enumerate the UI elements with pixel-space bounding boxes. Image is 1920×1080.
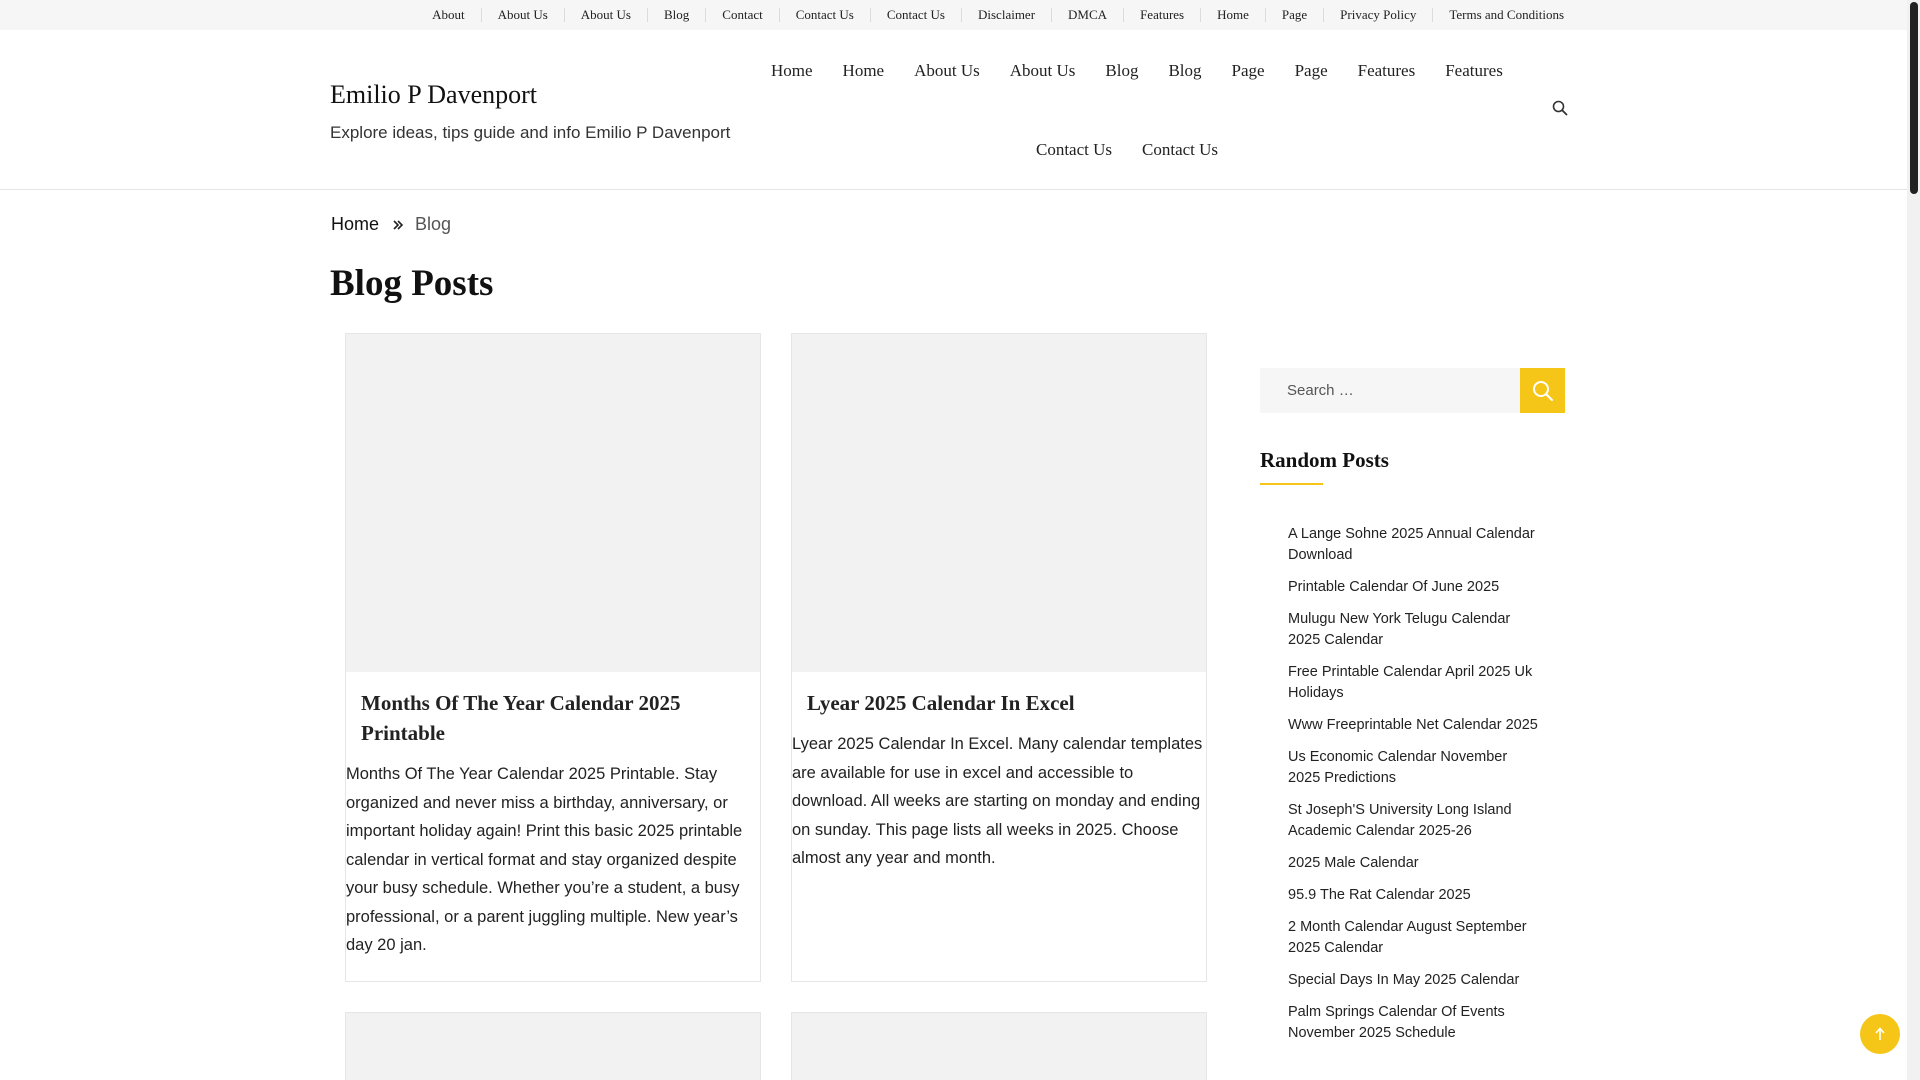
back-to-top-button[interactable] — [1860, 1014, 1900, 1054]
breadcrumb-home[interactable]: Home — [331, 214, 380, 234]
top-bar — [0, 0, 1907, 30]
top-menu-item-page[interactable]: Page — [1265, 8, 1323, 22]
post-thumbnail[interactable] — [346, 334, 760, 672]
sidebar-search — [1260, 368, 1565, 413]
nav-item-contact-us-2[interactable]: Contact Us — [1142, 140, 1219, 159]
list-item[interactable]: Mulugu New York Telugu Calendar 2025 Calendar — [1288, 611, 1511, 648]
search-submit-button[interactable] — [1520, 368, 1565, 413]
double-chevron-right-icon — [391, 218, 405, 232]
post-title[interactable]: Lyear 2025 Calendar In Excel — [807, 691, 1075, 715]
random-posts-title: Random Posts — [1260, 448, 1389, 472]
top-menu-item-blog[interactable]: Blog — [647, 8, 705, 22]
nav-item-features[interactable]: Features — [1357, 61, 1416, 80]
scrollbar-thumb[interactable] — [1910, 2, 1918, 194]
list-item[interactable]: Us Economic Calendar November 2025 Predictions — [1288, 749, 1508, 786]
top-menu-item-contact[interactable]: Contact — [705, 8, 778, 22]
nav-item-home[interactable]: Home — [771, 61, 813, 80]
site-description: Explore ideas, tips guide and info Emilio P Davenport — [330, 123, 731, 142]
page-title: Blog Posts — [330, 263, 494, 304]
main-nav — [756, 58, 1518, 84]
main-nav-row-2 — [1021, 137, 1233, 163]
top-menu-item-about-us-2[interactable]: About Us — [564, 8, 647, 22]
list-item[interactable]: Printable Calendar Of June 2025 — [1288, 579, 1500, 595]
nav-item-page-2[interactable]: Page — [1294, 61, 1328, 80]
arrow-up-icon — [1873, 1026, 1887, 1042]
top-menu-item-about[interactable]: About — [432, 7, 465, 22]
nav-item-about-us[interactable]: About Us — [914, 61, 980, 80]
top-menu-item-disclaimer[interactable]: Disclaimer — [961, 8, 1051, 22]
post-card-partial[interactable] — [345, 1012, 761, 1080]
top-menu-item-terms[interactable]: Terms and Conditions — [1432, 8, 1580, 22]
site-header — [0, 30, 1907, 190]
list-item[interactable]: Special Days In May 2025 Calendar — [1288, 972, 1520, 988]
top-menu — [416, 0, 1580, 30]
top-menu-item-features[interactable]: Features — [1123, 8, 1200, 22]
search-icon — [1532, 380, 1554, 402]
list-item[interactable]: 2 Month Calendar August September 2025 Calendar — [1288, 919, 1527, 956]
nav-item-about-us-2[interactable]: About Us — [1009, 61, 1076, 80]
nav-item-contact-us[interactable]: Contact Us — [1036, 140, 1113, 159]
header-search-button[interactable] — [1552, 100, 1572, 120]
post-card — [345, 333, 761, 982]
random-posts-list — [1288, 524, 1538, 1055]
top-menu-item-contact-us-2[interactable]: Contact Us — [870, 8, 961, 22]
top-menu-item-privacy-policy[interactable]: Privacy Policy — [1323, 8, 1432, 22]
page-scrollbar[interactable] — [1907, 0, 1920, 1080]
post-thumbnail[interactable] — [792, 334, 1206, 672]
list-item[interactable]: St Joseph'S University Long Island Academic Calendar 2025-26 — [1288, 802, 1512, 839]
breadcrumb — [331, 214, 451, 235]
nav-item-features-2[interactable]: Features — [1445, 61, 1503, 80]
search-input[interactable] — [1260, 368, 1520, 413]
post-card — [791, 333, 1207, 982]
breadcrumb-current: Blog — [415, 214, 452, 234]
top-menu-item-about-us[interactable]: About Us — [481, 8, 564, 22]
site-title[interactable]: Emilio P Davenport — [330, 80, 538, 109]
list-item[interactable]: Free Printable Calendar April 2025 Uk Holidays — [1288, 664, 1533, 701]
post-card-partial[interactable] — [791, 1012, 1207, 1080]
top-menu-item-home[interactable]: Home — [1200, 8, 1265, 22]
nav-item-blog-2[interactable]: Blog — [1168, 61, 1202, 80]
list-item[interactable]: 2025 Male Calendar — [1288, 855, 1419, 871]
list-item[interactable]: Www Freeprintable Net Calendar 2025 — [1288, 717, 1538, 733]
nav-item-page[interactable]: Page — [1231, 61, 1265, 80]
top-menu-item-dmca[interactable]: DMCA — [1051, 8, 1123, 22]
nav-item-blog[interactable]: Blog — [1105, 61, 1139, 80]
widget-title-underline — [1260, 483, 1323, 485]
list-item[interactable]: Palm Springs Calendar Of Events November 2025 Schedule — [1288, 1004, 1505, 1041]
nav-item-home-2[interactable]: Home — [842, 61, 885, 80]
post-excerpt: Months Of The Year Calendar 2025 Printable. Stay organized and never miss a birthday, anniversary, or important holiday again! Print this basic 2025 printable calendar in vertical format and stay organized despite your busy schedule. Whether you’re a student, a busy professional, or a parent juggling multiple. New year’s day 20 jan. — [346, 765, 743, 954]
post-title[interactable]: Months Of The Year Calendar 2025 Printable — [361, 691, 681, 745]
post-excerpt: Lyear 2025 Calendar In Excel. Many calendar templates are available for use in excel and accessible to download. All weeks are starting on monday and ending on sunday. This page lists all weeks in 2025. Choose almost any year and month. — [792, 735, 1203, 867]
top-menu-item-contact-us[interactable]: Contact Us — [779, 8, 870, 22]
list-item[interactable]: A Lange Sohne 2025 Annual Calendar Download — [1288, 526, 1535, 563]
search-icon — [1552, 100, 1568, 116]
list-item[interactable]: 95.9 The Rat Calendar 2025 — [1288, 887, 1471, 903]
